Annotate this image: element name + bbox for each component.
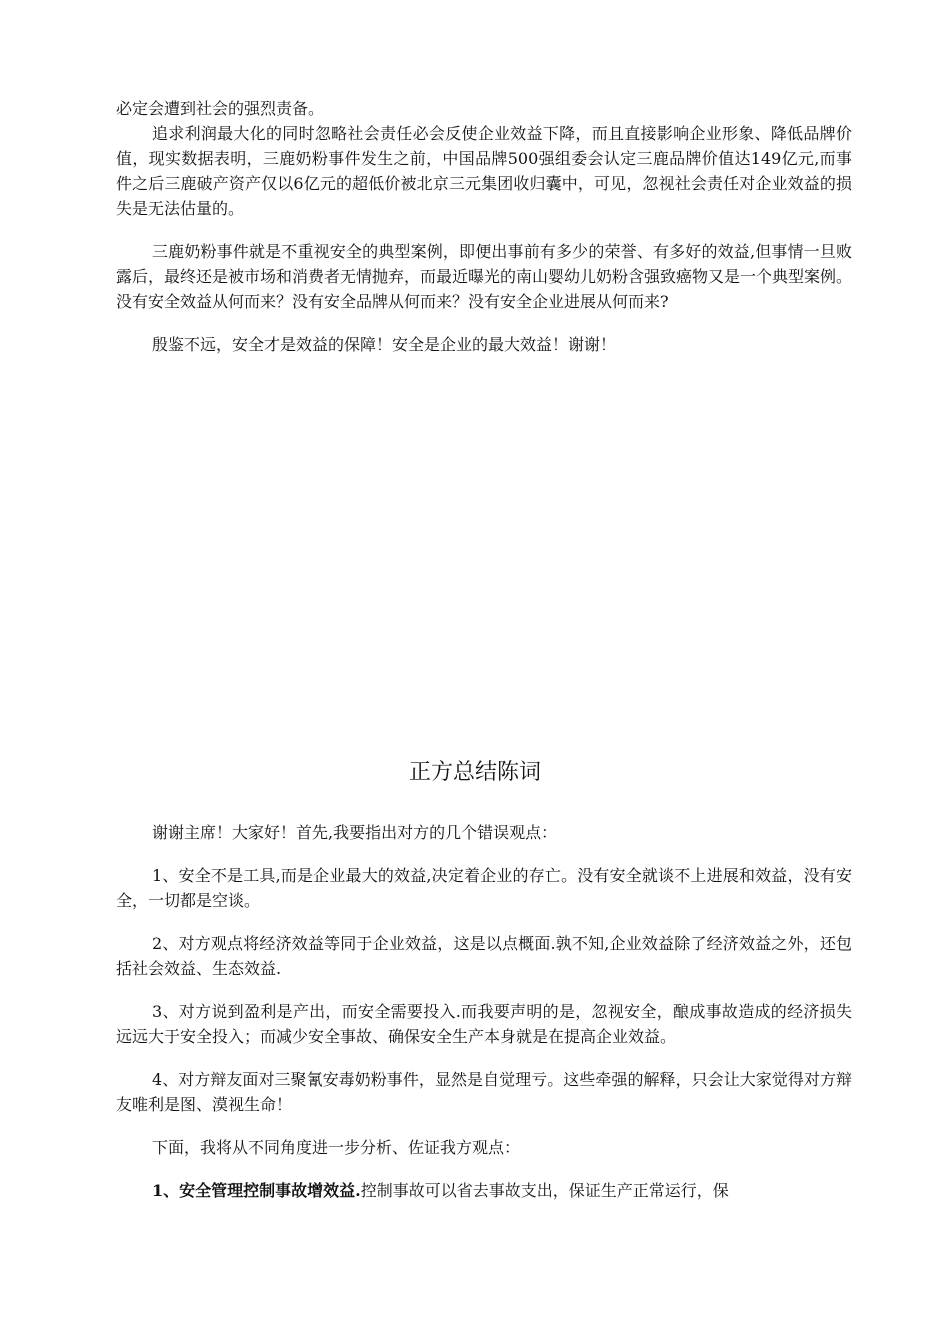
paragraph-argument-1 (116, 1178, 852, 1203)
paragraph-point-1: 1、安全不是工具,而是企业最大的效益,决定着企业的存亡。没有安全就谈不上进展和效益，没有安全，一切都是空谈。 (116, 866, 852, 910)
document-body-top (116, 96, 852, 357)
argument-text: 控制事故可以省去事故支出，保证生产正常运行，保 (360, 1181, 729, 1200)
section-title: 正方总结陈词 (408, 760, 541, 785)
paragraph-transition: 下面，我将从不同角度进一步分析、佐证我方观点： (152, 1138, 521, 1157)
paragraph-opening: 谢谢主席！大家好！首先,我要指出对方的几个错误观点： (152, 823, 558, 842)
paragraph-continuation: 必定会遭到社会的强烈责备。 (116, 99, 325, 118)
paragraph-sanlu-case: 三鹿奶粉事件就是不重视安全的典型案例，即便出事前有多少的荣誉、有多好的效益,但事情一旦败露后，最终还是被市场和消费者无情抛弃，而最近曝光的南山婴幼儿奶粉含强致癌物又是一个典型案例。没有安全效益从何而来？没有安全品牌从何而来？没有安全企业进展从何而来? (116, 242, 853, 311)
paragraph-profit: 追求利润最大化的同时忽略社会责任必会反使企业效益下降，而且直接影响企业形象、降低品牌价值，现实数据表明，三鹿奶粉事件发生之前，中国品牌500强组委会认定三鹿品牌价值达149亿元,而事件之后三鹿破产资产仅以6亿元的超低价被北京三元集团收归囊中，可见，忽视社会责任对企业效益的损失是无法估量的。 (116, 124, 852, 218)
document-body-bottom (116, 820, 852, 1203)
paragraph-closing: 殷鉴不远，安全才是效益的保障！安全是企业的最大效益！谢谢！ (152, 335, 617, 354)
argument-heading: 1、安全管理控制事故增效益. (152, 1181, 361, 1200)
paragraph-point-3: 3、对方说到盈利是产出，而安全需要投入.而我要声明的是，忽视安全，酿成事故造成的经济损失远远大于安全投入；而减少安全事故、确保安全生产本身就是在提高企业效益。 (116, 1002, 852, 1046)
paragraph-point-4: 4、对方辩友面对三聚氰安毒奶粉事件，显然是自觉理亏。这些牵强的解释，只会让大家觉得对方辩友唯利是图、漠视生命！ (116, 1070, 852, 1114)
paragraph-point-2: 2、对方观点将经济效益等同于企业效益，这是以点概面.孰不知,企业效益除了经济效益之外，还包括社会效益、生态效益. (116, 934, 852, 978)
